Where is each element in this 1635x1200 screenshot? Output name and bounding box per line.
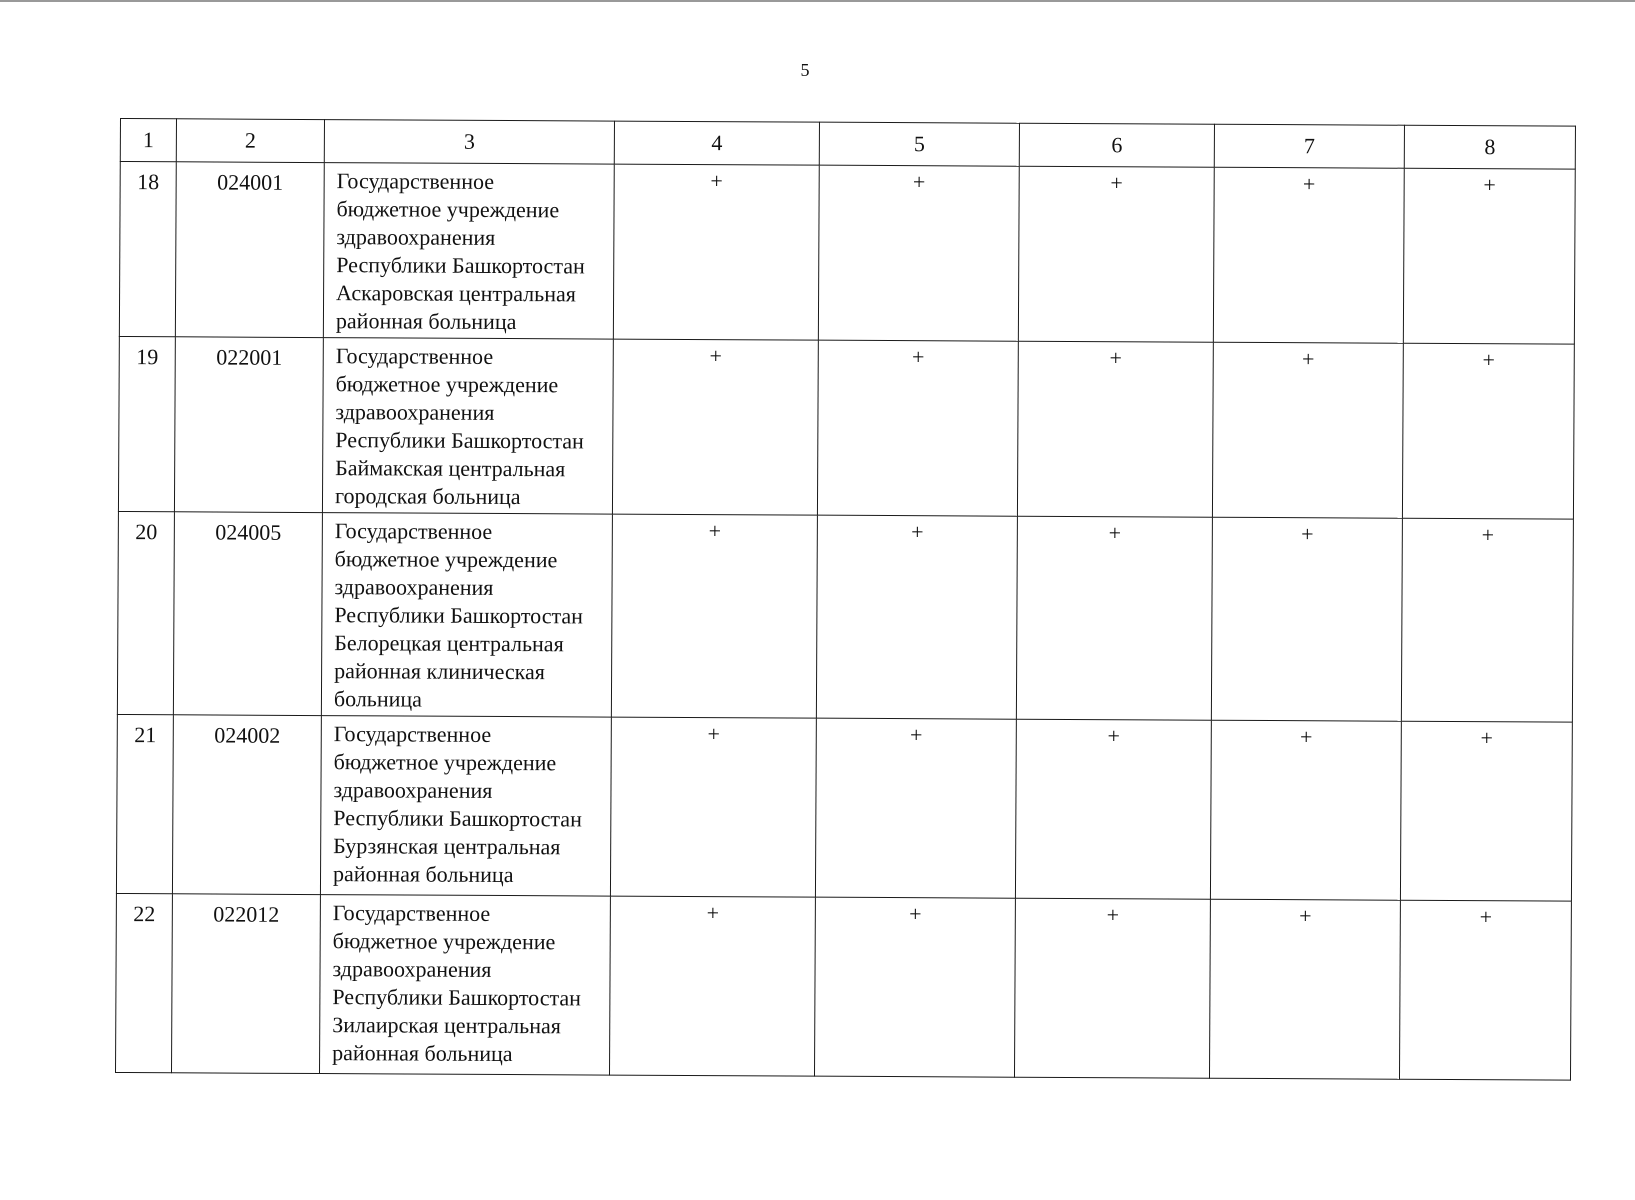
row-name [320, 716, 611, 897]
name-line: Республики Башкортостан [334, 602, 584, 629]
name-line: Республики Башкортостан [333, 805, 582, 832]
name-line: районная больница [332, 1040, 513, 1067]
row-code: 024001 [175, 162, 324, 338]
mark-cell: + [612, 339, 818, 515]
row-number: 21 [116, 714, 173, 893]
header-cell: 2 [176, 119, 324, 163]
mark-cell: + [1014, 898, 1210, 1078]
name-line: Государственное [334, 518, 493, 544]
row-number: 20 [117, 511, 174, 714]
page-number: 5 [800, 60, 810, 80]
table-row [116, 893, 1572, 1080]
name-line: городская больница [334, 483, 521, 510]
name-line: здравоохранения [332, 956, 492, 982]
mark-cell: + [1017, 341, 1213, 517]
header-cell: 6 [1019, 123, 1214, 167]
name-line: здравоохранения [336, 224, 496, 250]
mark-cell: + [610, 717, 816, 897]
name-line: Государственное [336, 168, 495, 194]
mark-cell: + [1401, 518, 1573, 722]
header-cell: 1 [120, 119, 176, 162]
name-line: здравоохранения [333, 777, 493, 803]
name-line: Зилаирская центральная [332, 1012, 561, 1039]
name-line: Бурзянская центральная [333, 833, 561, 860]
mark-cell: + [1213, 167, 1404, 343]
name-line: Республики Башкортостан [336, 252, 585, 279]
name-line: Государственное [332, 900, 491, 926]
name-line: бюджетное учреждение [332, 928, 556, 955]
table-row [118, 336, 1574, 519]
name-line: здравоохранения [334, 574, 494, 600]
table-row [119, 162, 1575, 345]
table-row [116, 714, 1572, 901]
name-line: здравоохранения [335, 399, 495, 425]
mark-cell: + [1018, 166, 1214, 342]
mark-cell: + [817, 340, 1018, 516]
row-code: 024005 [173, 512, 322, 716]
mark-cell: + [816, 515, 1017, 719]
name-line: бюджетное учреждение [336, 196, 560, 223]
mark-cell: + [1015, 719, 1211, 899]
name-line: районная больница [335, 308, 517, 335]
table-header-row [120, 119, 1575, 170]
mark-cell: + [1016, 516, 1212, 720]
row-code: 024002 [172, 715, 321, 895]
name-line: районная клиническая [334, 658, 546, 685]
mark-cell: + [1210, 720, 1401, 900]
mark-cell: + [818, 165, 1019, 341]
row-number: 18 [119, 162, 176, 337]
mark-cell: + [611, 514, 817, 718]
mark-cell: + [609, 896, 815, 1076]
name-line: Баймакская центральная [335, 455, 566, 482]
name-line: Государственное [335, 343, 494, 369]
row-code: 022012 [172, 894, 321, 1074]
mark-cell: + [1211, 517, 1402, 721]
name-line: Государственное [333, 721, 492, 747]
data-table [115, 118, 1576, 1081]
header-cell: 8 [1404, 125, 1575, 169]
row-number: 19 [118, 336, 175, 511]
mark-cell: + [1403, 168, 1575, 344]
scan-edge-line [0, 0, 1635, 2]
name-line: больница [333, 686, 423, 712]
name-line: бюджетное учреждение [333, 749, 557, 776]
mark-cell: + [1212, 342, 1403, 518]
row-name [319, 895, 610, 1076]
name-line: Аскаровская центральная [336, 280, 576, 307]
mark-cell: + [1400, 721, 1572, 901]
name-line: Белорецкая центральная [334, 630, 564, 657]
name-line: бюджетное учреждение [335, 371, 559, 398]
row-name [321, 513, 612, 718]
name-line: районная больница [332, 861, 514, 888]
row-number: 22 [116, 893, 173, 1072]
mark-cell: + [1399, 900, 1571, 1080]
row-name [322, 338, 613, 515]
header-cell: 4 [614, 121, 819, 165]
mark-cell: + [1402, 343, 1574, 519]
header-cell: 7 [1214, 124, 1404, 168]
name-line: Республики Башкортостан [335, 427, 584, 454]
row-code: 022001 [174, 337, 323, 513]
row-name [323, 163, 614, 340]
header-cell: 3 [324, 120, 614, 165]
mark-cell: + [1209, 899, 1400, 1079]
mark-cell: + [815, 718, 1016, 898]
name-line: бюджетное учреждение [334, 546, 558, 573]
name-line: Республики Башкортостан [332, 984, 582, 1011]
mark-cell: + [814, 897, 1015, 1077]
mark-cell: + [613, 164, 819, 340]
header-cell: 5 [819, 122, 1019, 166]
table-row [117, 511, 1573, 722]
